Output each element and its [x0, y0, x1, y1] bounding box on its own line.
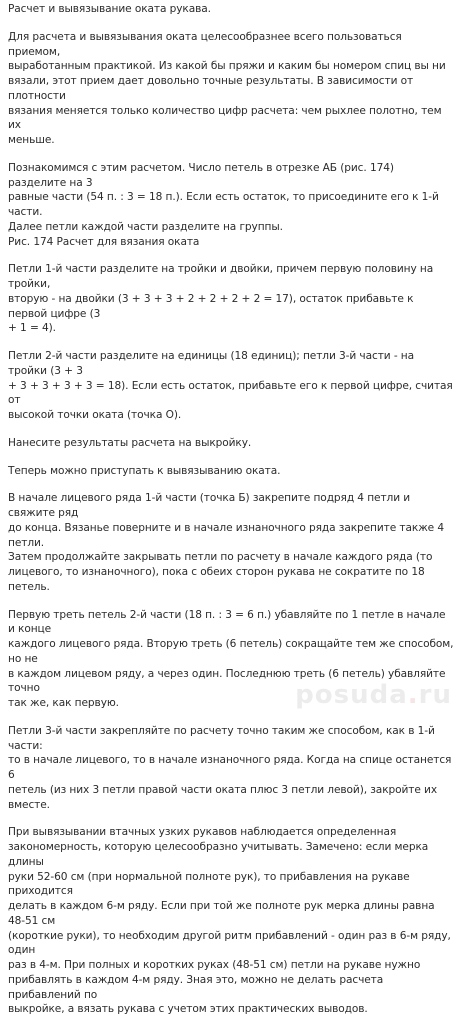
paragraph-gap — [8, 336, 454, 349]
paragraph-gap — [8, 478, 454, 491]
paragraph-gap — [8, 17, 454, 30]
paragraph-start-knitting: Теперь можно приступать к вывязыванию оката. — [8, 464, 281, 477]
paragraph-part-one: Петли 1-й части разделите на тройки и двойки, причем первую половину на тройки, вторую - на двойки (3 + 3 + 3 + 2 + 2 + 2 + 2 = 17), остаток прибавьте к первой цифре (3 + 1 = 4). — [8, 263, 434, 335]
paragraph-first-part-steps: В начале лицевого ряда 1-й части (точка Б) закрепите подряд 4 петли и свяжите ряд до конца. Вязанье поверните и в начале изнаночного ряда закрепите также 4 петли. Затем продолжайте закрывать петли по расчету в начале каждого ряда (то лицевого, то изнаночного), пока с обеих сторон рукава не сократите по 18 петель. — [8, 492, 444, 593]
watermark-dot: . — [407, 680, 419, 710]
watermark-domain: ru — [418, 680, 452, 710]
paragraph-gap — [8, 423, 454, 436]
paragraph-second-part-steps: Первую треть петель 2-й части (18 п. : 3 = 6 п.) убавляйте по 1 петле в начале и конце каждого лицевого ряда. Вторую треть (6 петель) сокращайте тем же способом, но не в каждом лицевом ряду, а через один. Последнюю треть (6 петель) убавляйте точно так же, как первую. — [8, 608, 454, 709]
watermark-text: posuda — [295, 680, 408, 710]
paragraph-gap — [8, 812, 454, 825]
paragraph-third-part-steps: Петли 3-й части закрепляйте по расчету точно таким же способом, как в 1-й части: то в начале лицевого, то в начале изнаночного ряда. Когда на спице останется 6 петель (из них 3 петли правой части оката плюс 3 петли левой), закройте их вместе. — [8, 724, 452, 811]
paragraph-apply-pattern: Нанесите результаты расчета на выкройку. — [8, 436, 252, 449]
document-title: Расчет и вывязывание оката рукава. — [8, 3, 211, 15]
document-body — [8, 0, 454, 1017]
paragraph-part-two-three: Петли 2-й части разделите на единицы (18 единиц); петли 3-й части - на тройки (3 + 3 + 3 + 3 + 3 + 3 = 18). Если есть остаток, прибавьте его к первой цифре, считая от высокой точки оката (точка О). — [8, 350, 453, 421]
paragraph-gap — [8, 595, 454, 608]
paragraph-gap — [8, 451, 454, 464]
paragraph-calculation: Познакомимся с этим расчетом. Число петель в отрезке АБ (рис. 174) разделите на 3 равные части (54 п. : 3 = 18 п.). Если есть остаток, то присоедините его к 1-й части. Далее петли каждой части разделите на группы. Рис. 174 Расчет для вязания оката — [8, 161, 439, 248]
paragraph-gap — [8, 711, 454, 724]
paragraph-intro: Для расчета и вывязывания оката целесообразнее всего пользоваться приемом, выработанным практикой. Из какой бы пряжи и каким бы номером спиц вы ни вязали, этот прием дает довольно точные результаты. В зависимости от плотности вязания меняется только количество цифр расчета: чем рыхлее полотно, тем их меньше. — [8, 30, 446, 146]
paragraph-gap — [8, 249, 454, 262]
paragraph-narrow-sleeves: При вывязывании втачных узких рукавов наблюдается определенная закономерность, которую целесообразно учитывать. Замечено: если мерка длины руки 52-60 см (при нормальной полноте рук), то прибавления на рукаве приходится делать в каждом 6-м ряду. Если при той же полноте рук мерка длины равна 48-51 см (короткие руки), то необходим другой ритм прибавлений - один раз в 6-м ряду, один раз в 4-м. При полных и коротких руках (48-51 см) петли на рукаве нужно прибавлять в каждом 4-м ряду. Зная это, можно не делать расчета прибавлений по выкройке, а вязать рукава с учетом этих практических выводов. — [8, 826, 451, 1016]
paragraph-gap — [8, 148, 454, 161]
